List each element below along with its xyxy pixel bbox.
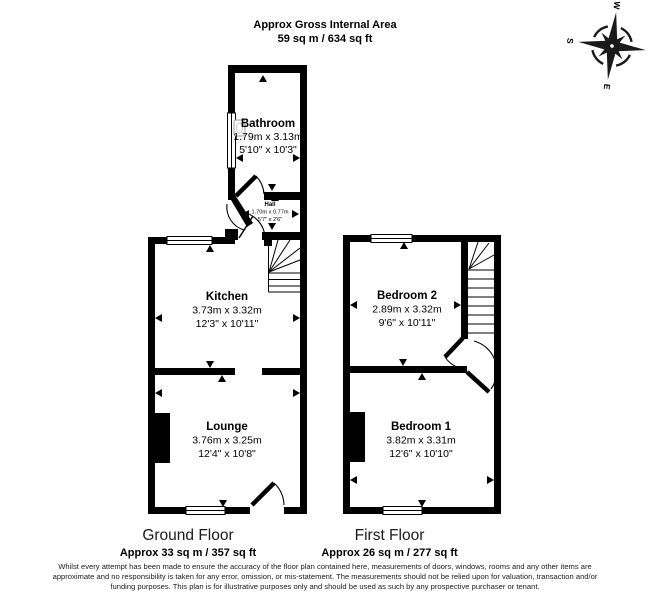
wall: [264, 192, 300, 200]
kitchen-imperial: 12'3" x 10'11": [195, 318, 259, 330]
measure-arrow: [206, 361, 214, 368]
bathroom-imperial: 5'10" x 10'3": [239, 144, 297, 156]
wall: [494, 235, 501, 514]
bedroom1-label: [386, 421, 456, 460]
measure-arrow: [418, 500, 426, 507]
wall: [228, 65, 307, 73]
compass-s: S: [565, 37, 576, 45]
measure-arrow: [219, 500, 227, 507]
lounge-door: [252, 483, 284, 505]
lounge-name: Lounge: [206, 421, 248, 433]
bedroom2-door: [445, 338, 463, 367]
measure-arrow: [350, 476, 357, 484]
measure-arrow: [293, 389, 300, 397]
stairs: [468, 242, 494, 333]
window: [383, 507, 422, 515]
bathroom-door: [236, 176, 264, 196]
measure-arrow: [218, 375, 226, 382]
bathroom-label: [233, 118, 303, 156]
bedroom2-name: Bedroom 2: [376, 290, 438, 302]
window: [371, 235, 412, 243]
wall: [284, 507, 307, 514]
measure-arrow: [155, 314, 162, 322]
measure-arrow: [155, 389, 162, 397]
kitchen-label: [192, 291, 262, 330]
wall: [148, 237, 155, 514]
gross-area-value: 59 sq m / 634 sq ft: [277, 32, 373, 45]
kitchen-metric: 3.73m x 3.32m: [192, 304, 262, 317]
compass-w: W: [611, 0, 623, 10]
window: [167, 237, 212, 245]
measure-arrow: [293, 314, 300, 322]
bedroom1-door: [467, 341, 497, 392]
measure-arrow: [292, 210, 299, 218]
ground-floor-label: Ground Floor: [142, 527, 234, 544]
measure-arrow: [418, 373, 426, 380]
chimney-breast: [155, 413, 170, 463]
measure-arrow: [350, 301, 357, 309]
bathroom-name: Bathroom: [240, 118, 296, 130]
wall: [148, 368, 235, 375]
stair-wall: [461, 235, 468, 339]
disclaimer-text: Whilst every attempt has been made to ensure the accuracy of the floor plan contained here, measurements of doors, windows, rooms and any other items are approximate and no responsibility is taken for any error, omission, or mis-statement. The measurements should not be relied upon for valuation, transaction and/or funding purposes. This plan is for illustrative purposes only and should be used as such by any prospective purchaser or tenant.: [52, 562, 598, 591]
hall-metric: 1.70m x 0.77m: [251, 209, 289, 216]
bedroom2-metric: 2.89m x 3.32m: [372, 303, 442, 316]
hall-name: Hall: [264, 202, 276, 208]
bedroom2-imperial: 9'6" x 10'11": [378, 317, 436, 329]
compass-e: E: [601, 83, 613, 91]
kitchen-name: Kitchen: [205, 291, 249, 303]
wall: [343, 366, 467, 373]
measure-arrow: [259, 75, 267, 82]
bathroom-metric: 1.79m x 3.13m: [233, 131, 303, 143]
measure-arrow: [399, 359, 407, 366]
stairs: [269, 240, 301, 292]
first-floor-area: Approx 26 sq m / 277 sq ft: [321, 547, 458, 559]
ground-floor-area: Approx 33 sq m / 357 sq ft: [119, 547, 257, 559]
measure-arrow: [487, 476, 494, 484]
measure-arrow: [268, 223, 276, 230]
lounge-imperial: 12'4" x 10'8": [198, 448, 256, 460]
bedroom2-label: [372, 290, 442, 329]
ground-floor-plan: [148, 65, 307, 515]
window: [186, 507, 225, 515]
bedroom1-imperial: 12'6" x 10'10": [389, 448, 453, 460]
bedroom1-name: Bedroom 1: [390, 421, 452, 433]
first-floor-label: First Floor: [354, 527, 425, 544]
plan-header: [0, 19, 650, 46]
wall: [262, 368, 307, 375]
chimney-breast: [350, 412, 365, 462]
gross-area-title: Approx Gross Internal Area: [253, 19, 397, 31]
compass-rose: [560, 0, 650, 96]
bedroom1-metric: 3.82m x 3.31m: [386, 434, 456, 447]
measure-arrow: [268, 184, 276, 191]
measure-arrow: [454, 301, 461, 309]
lounge-label: [192, 421, 262, 460]
hall-imperial: 5'7" x 2'6": [257, 217, 283, 223]
first-floor-caption: [312, 527, 467, 559]
wall: [343, 235, 350, 514]
wall: [343, 235, 501, 242]
measure-arrow: [206, 245, 214, 252]
lounge-metric: 3.76m x 3.25m: [192, 434, 262, 447]
hall-label: [252, 202, 289, 223]
first-floor-plan: [343, 235, 501, 515]
measure-arrow: [400, 242, 408, 249]
ground-floor-caption: [108, 527, 268, 559]
